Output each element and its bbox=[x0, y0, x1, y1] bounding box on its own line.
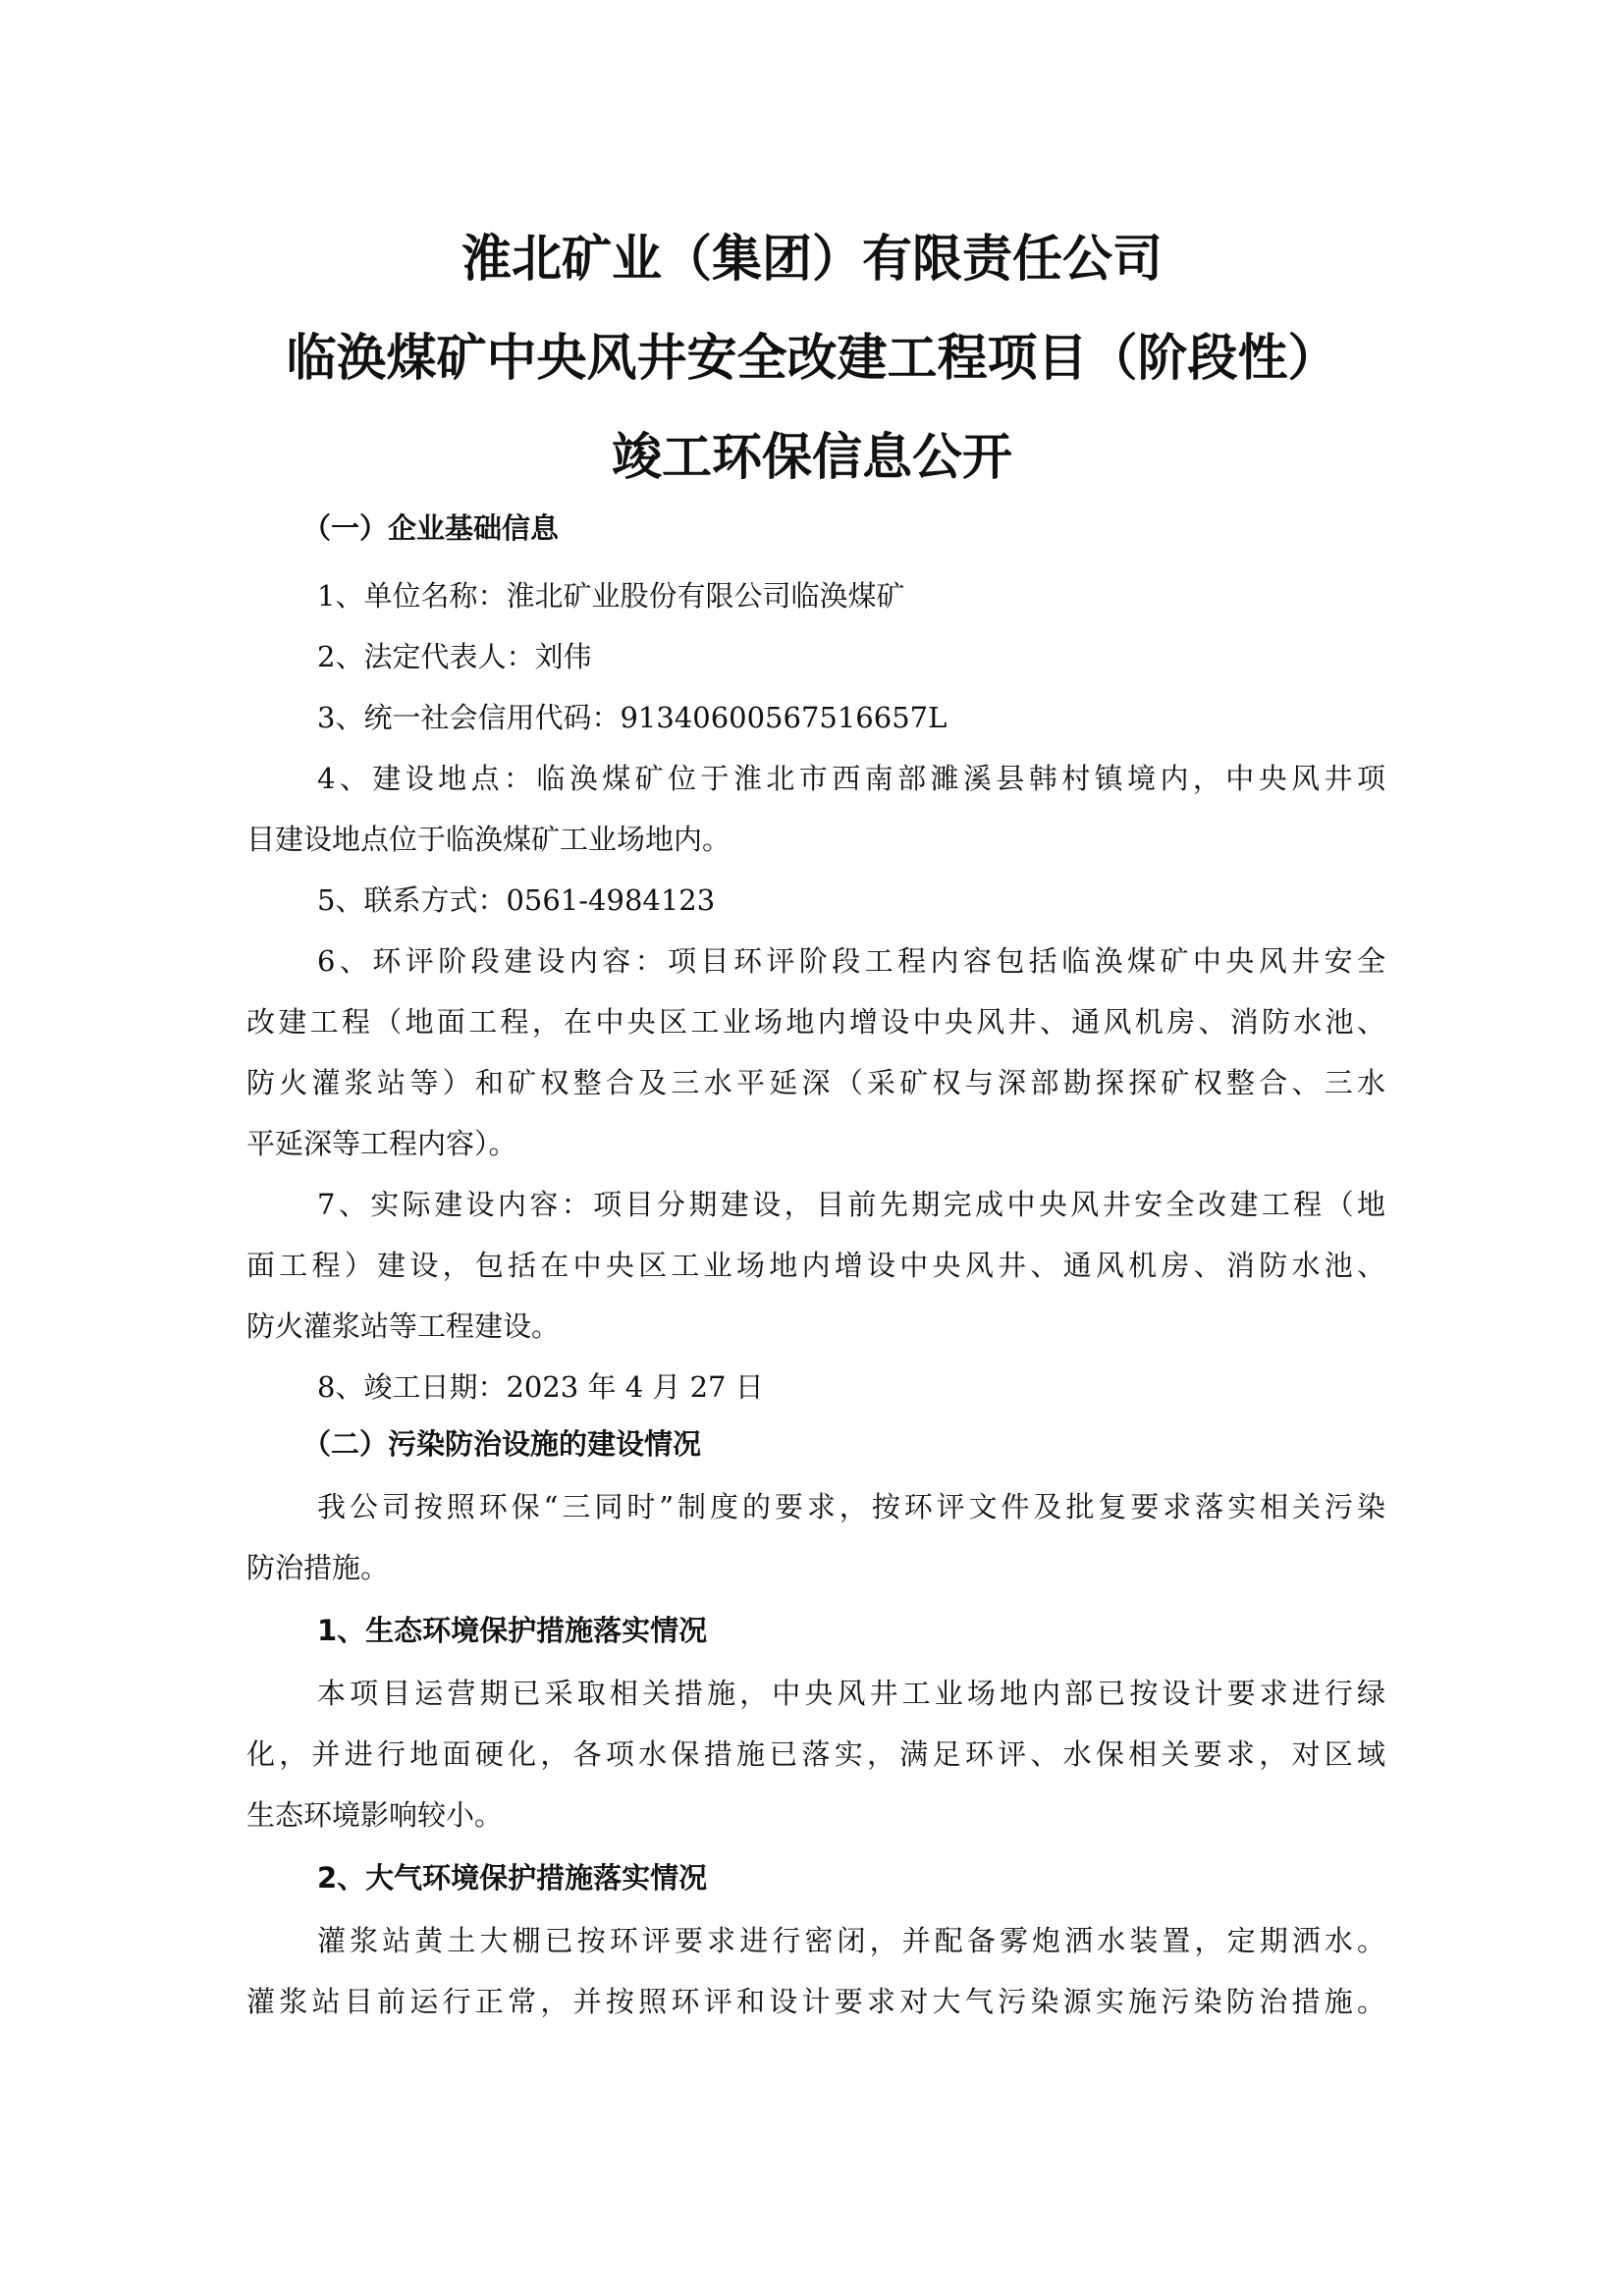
item-5: 5、联系方式：0561-4984123 bbox=[317, 883, 716, 917]
subsection-2-line-2: 灌浆站目前运行正常，并按照环评和设计要求对大气污染源实施污染防治措施。 bbox=[246, 1985, 1385, 2018]
item-2: 2、法定代表人：刘伟 bbox=[317, 640, 592, 673]
item-6-line-2: 改建工程（地面工程，在中央区工业场地内增设中央风井、通风机房、消防水池、 bbox=[246, 1005, 1385, 1039]
item-4-line-1: 4、建设地点：临涣煤矿位于淮北市西南部濉溪县韩村镇境内，中央风井项 bbox=[317, 762, 1385, 795]
subsection-1-line-3: 生态环境影响较小。 bbox=[246, 1798, 504, 1832]
section-2-heading: （二）污染防治设施的建设情况 bbox=[302, 1427, 702, 1461]
item-4-line-2: 目建设地点位于临涣煤矿工业场地内。 bbox=[246, 823, 731, 856]
item-6-line-3: 防火灌浆站等）和矿权整合及三水平延深（采矿权与深部勘探探矿权整合、三水 bbox=[246, 1066, 1385, 1099]
section-2-intro-line-1: 我公司按照环保“三同时”制度的要求，按环评文件及批复要求落实相关污染 bbox=[317, 1490, 1385, 1523]
title-line-1: 淮北矿业（集团）有限责任公司 bbox=[460, 231, 1163, 289]
item-7-line-2: 面工程）建设，包括在中央区工业场地内增设中央风井、通风机房、消防水池、 bbox=[246, 1249, 1385, 1282]
item-6-line-4: 平延深等工程内容）。 bbox=[246, 1127, 517, 1160]
subsection-1-line-2: 化，并进行地面硬化，各项水保措施已落实，满足环评、水保相关要求，对区域 bbox=[246, 1737, 1385, 1771]
section-1-heading: （一）企业基础信息 bbox=[302, 511, 560, 545]
item-6-line-1: 6、环评阶段建设内容：项目环评阶段工程内容包括临涣煤矿中央风井安全 bbox=[317, 944, 1385, 978]
subsection-2-heading: 2、大气环境保护措施落实情况 bbox=[317, 1861, 708, 1895]
title-line-3: 竣工环保信息公开 bbox=[611, 429, 1012, 487]
item-3: 3、统一社会信用代码：91340600567516657L bbox=[317, 701, 947, 734]
title-line-2: 临涣煤矿中央风井安全改建工程项目（阶段性） bbox=[286, 330, 1338, 388]
item-7-line-1: 7、实际建设内容：项目分期建设，目前先期完成中央风井安全改建工程（地 bbox=[317, 1188, 1385, 1221]
subsection-1-heading: 1、生态环境保护措施落实情况 bbox=[317, 1614, 708, 1647]
subsection-1-line-1: 本项目运营期已采取相关措施，中央风井工业场地内部已按设计要求进行绿 bbox=[317, 1677, 1385, 1710]
subsection-2-line-1: 灌浆站黄土大棚已按环评要求进行密闭，并配备雾炮洒水装置，定期洒水。 bbox=[317, 1924, 1385, 1957]
section-2-intro-line-2: 防治措施。 bbox=[246, 1551, 390, 1584]
item-1: 1、单位名称：淮北矿业股份有限公司临涣煤矿 bbox=[317, 579, 905, 613]
item-7-line-3: 防火灌浆站等工程建设。 bbox=[246, 1309, 561, 1343]
item-8: 8、竣工日期：2023 年 4 月 27 日 bbox=[317, 1370, 764, 1404]
